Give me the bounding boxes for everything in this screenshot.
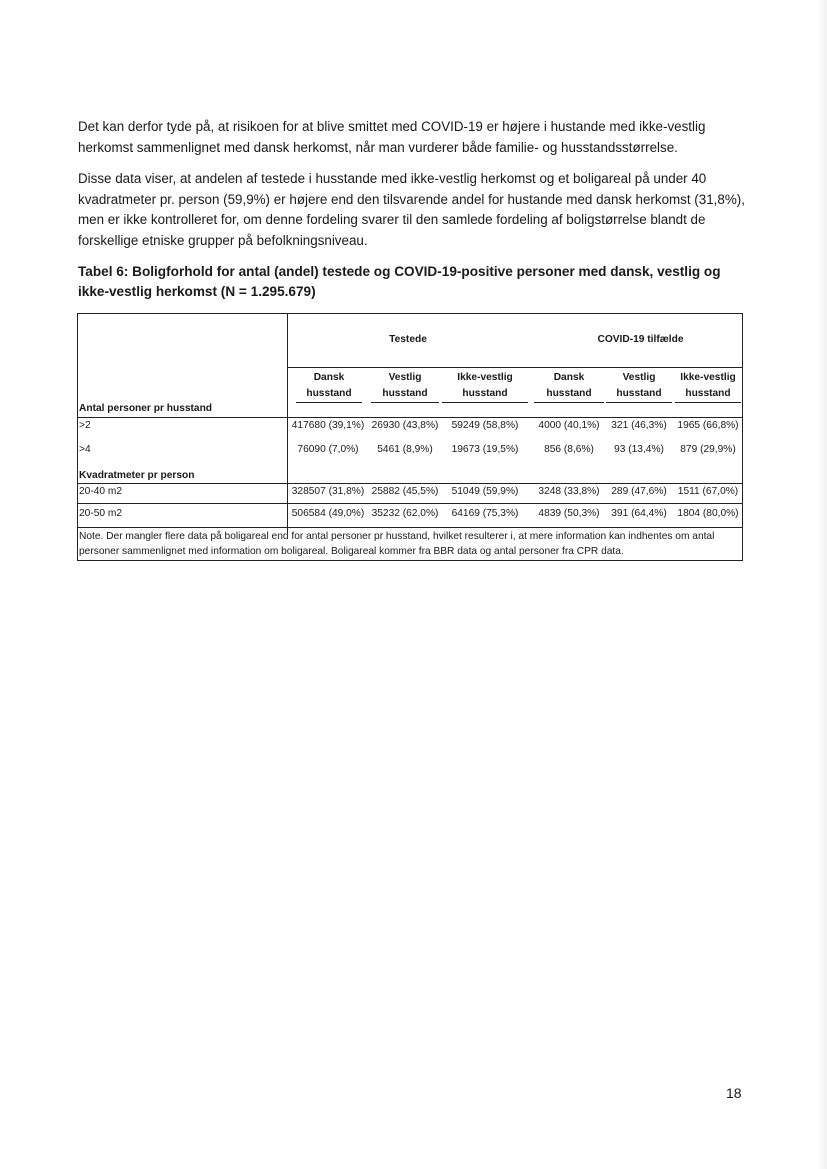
table-cell: 25882 (45,5%)	[371, 486, 439, 497]
paragraph-1: Det kan derfor tyde på, at risikoen for at blive smittet med COVID-19 er højere i hustande med ikke-vestlig herkomst sammenlignet med dansk herkomst, når man vurderer både familie- og husstandsstørrelse.	[78, 119, 706, 155]
table-cell: 417680 (39,1%)	[291, 420, 365, 431]
table-cell: 506584 (49,0%)	[291, 508, 365, 519]
row-rule	[78, 417, 743, 418]
section-label-persons: Antal personer pr husstand	[79, 403, 213, 414]
table-cell: 3248 (33,8%)	[538, 486, 600, 497]
group-header-rule	[288, 367, 743, 368]
table-cell: 26930 (43,8%)	[371, 420, 439, 431]
table-cell: 391 (64,4%)	[611, 508, 667, 519]
section-label-area: Kvadratmeter pr person	[79, 470, 195, 481]
table-note: Note. Der mangler flere data på boligareal end for antal personer pr husstand, hvilket resulterer i, at mere information kan indhentes om antal personer sammenlignet med information om boligareal. Boligareal kommer fra BBR data og antal personer fra CPR data.	[79, 531, 715, 557]
table-cell: 321 (46,3%)	[611, 420, 667, 431]
table-cell: 1511 (67,0%)	[677, 486, 739, 497]
column-header: Dansk husstand	[534, 370, 604, 403]
table-cell: 5461 (8,9%)	[377, 444, 433, 455]
table-caption: Tabel 6: Boligforhold for antal (andel) testede og COVID-19-positive personer med dansk, vestlig og ikke-vestlig herkomst (N = 1.295.679)	[78, 264, 721, 299]
column-header: Vestlig husstand	[606, 370, 672, 403]
row-label: 20-50 m2	[79, 508, 123, 519]
row-rule	[78, 483, 743, 484]
table-cell: 4000 (40,1%)	[538, 420, 600, 431]
paragraph-2: Disse data viser, at andelen af testede i husstande med ikke-vestlig herkomst og et boligareal på under 40 kvadratmeter pr. person (59,9%) er højere end den tilsvarende andel for hustande med dansk herkomst (31,8%), men er ikke kontrolleret for, om denne fordeling svarer til den samlede fordeling af boligstørrelse blandt de forskellige etniske grupper på befolkningsniveau.	[78, 171, 745, 248]
table-cell: 59249 (58,8%)	[451, 420, 519, 431]
row-label: 20-40 m2	[79, 486, 123, 497]
column-header: Dansk husstand	[296, 370, 362, 403]
note-rule	[78, 527, 743, 528]
table-cell: 1804 (80,0%)	[677, 508, 739, 519]
table-cell: 879 (29,9%)	[680, 444, 736, 455]
row-label: >4	[79, 444, 91, 455]
table-cell: 51049 (59,9%)	[451, 486, 519, 497]
table-cell: 93 (13,4%)	[614, 444, 664, 455]
row-rule	[78, 503, 743, 504]
table-cell: 856 (8,6%)	[544, 444, 594, 455]
row-label: >2	[79, 420, 91, 431]
table-cell: 76090 (7,0%)	[297, 444, 359, 455]
housing-table	[77, 313, 743, 561]
group-header-testede: Testede	[389, 334, 427, 345]
page-edge-shadow	[817, 0, 827, 1169]
table-cell: 289 (47,6%)	[611, 486, 667, 497]
table-cell: 328507 (31,8%)	[291, 486, 365, 497]
table-cell: 4839 (50,3%)	[538, 508, 600, 519]
column-header: Ikke-vestlig husstand	[675, 370, 741, 403]
table-cell: 1965 (66,8%)	[677, 420, 739, 431]
table-cell: 19673 (19,5%)	[451, 444, 519, 455]
table-cell: 35232 (62,0%)	[371, 508, 439, 519]
table-cell: 64169 (75,3%)	[451, 508, 519, 519]
page-number: 18	[726, 1085, 742, 1101]
column-header: Ikke-vestlig husstand	[442, 370, 528, 403]
group-header-covid: COVID-19 tilfælde	[597, 334, 684, 345]
column-header: Vestlig husstand	[371, 370, 439, 403]
